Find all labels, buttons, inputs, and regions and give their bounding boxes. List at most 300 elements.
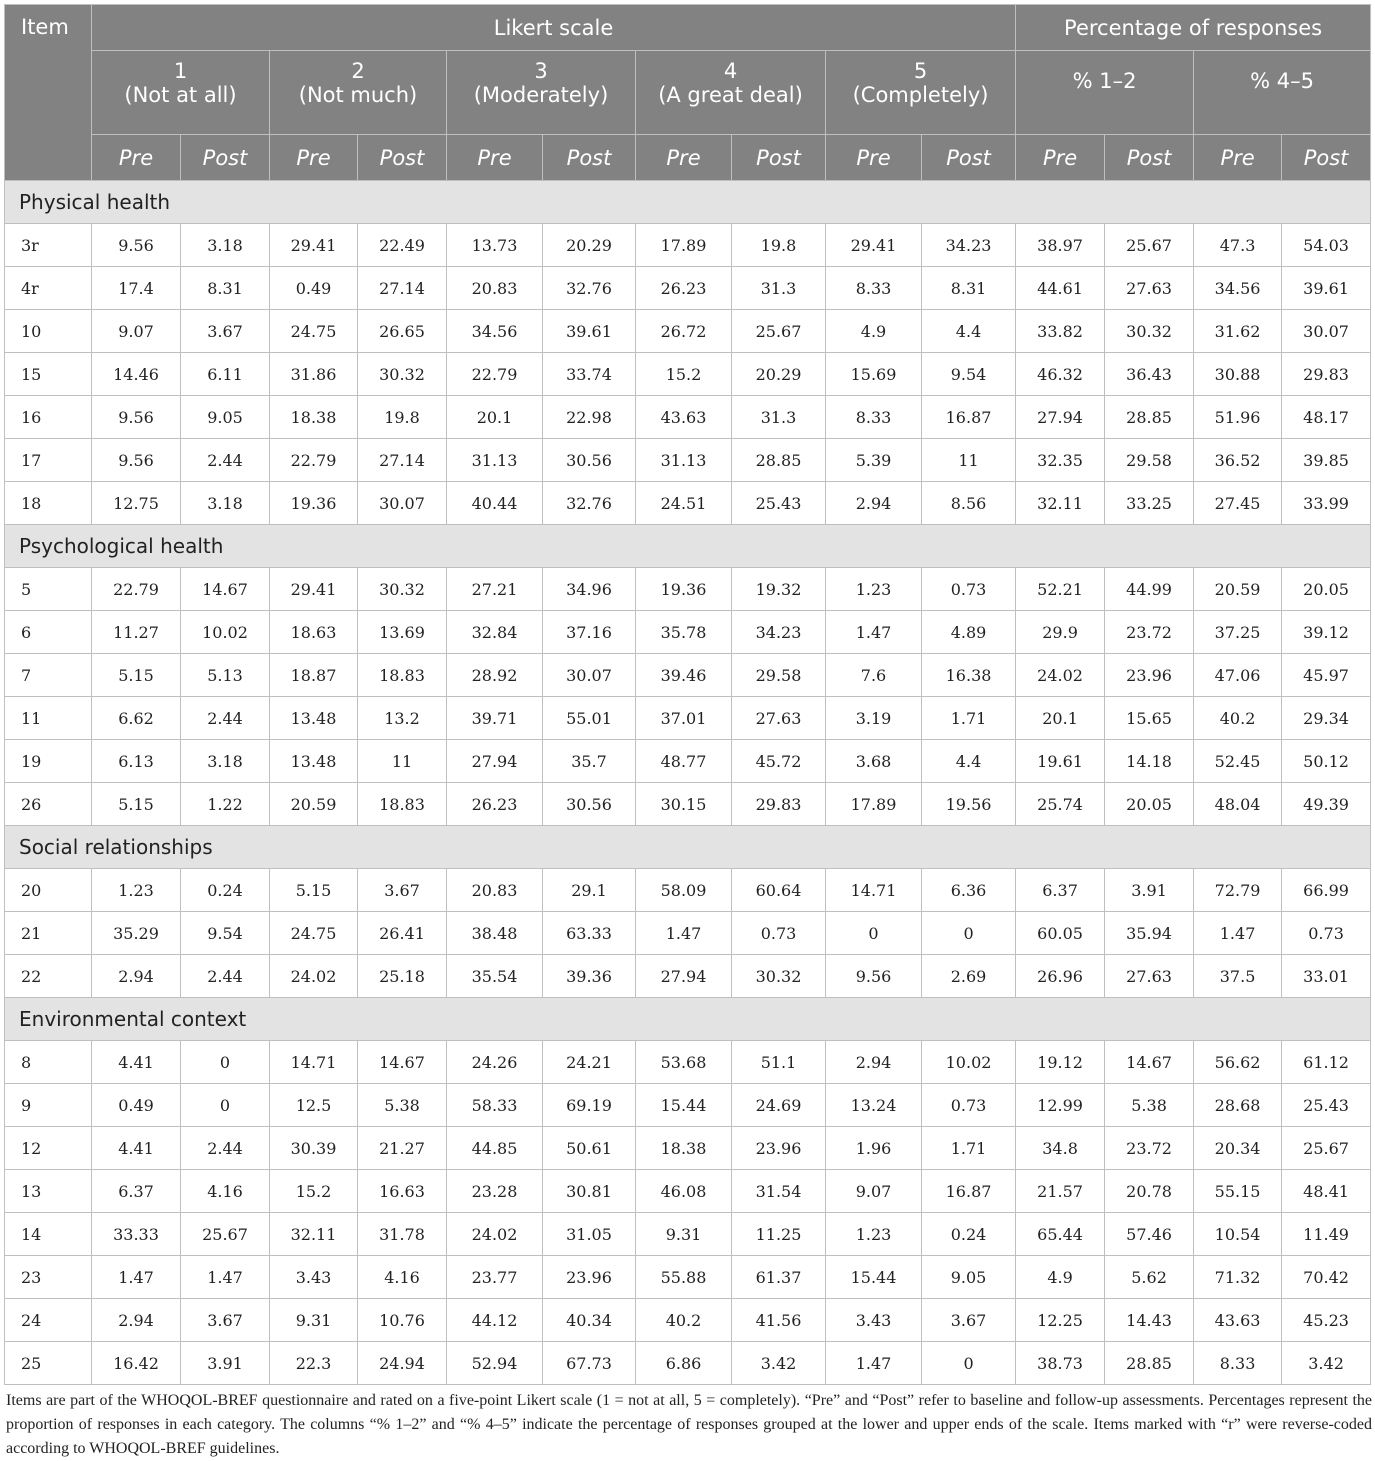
- value-cell: 14.67: [181, 568, 270, 611]
- section-title: Environmental context: [5, 998, 1371, 1041]
- value-cell: 20.83: [447, 869, 543, 912]
- value-cell: 1.23: [92, 869, 181, 912]
- value-cell: 17.89: [636, 224, 732, 267]
- pct-low-header: % 1–2: [1016, 51, 1194, 135]
- value-cell: 29.41: [270, 224, 358, 267]
- value-cell: 3.68: [826, 740, 922, 783]
- value-cell: 26.65: [358, 310, 447, 353]
- value-cell: 49.39: [1282, 783, 1371, 826]
- table-row: [5, 1342, 1371, 1385]
- value-cell: 3.42: [732, 1342, 826, 1385]
- value-cell: 27.63: [732, 697, 826, 740]
- scale-3-header: [447, 51, 636, 135]
- value-cell: 30.32: [358, 568, 447, 611]
- value-cell: 1.23: [826, 1213, 922, 1256]
- value-cell: 57.46: [1105, 1213, 1194, 1256]
- value-cell: 16.87: [922, 1170, 1016, 1213]
- item-cell: 15: [5, 353, 92, 396]
- value-cell: 35.78: [636, 611, 732, 654]
- item-cell: 10: [5, 310, 92, 353]
- value-cell: 16.42: [92, 1342, 181, 1385]
- post-column-header: Post: [1282, 135, 1371, 181]
- value-cell: 8.56: [922, 482, 1016, 525]
- value-cell: 0: [181, 1041, 270, 1084]
- value-cell: 9.31: [270, 1299, 358, 1342]
- scale-5-header: [826, 51, 1016, 135]
- value-cell: 1.47: [181, 1256, 270, 1299]
- value-cell: 24.51: [636, 482, 732, 525]
- value-cell: 5.39: [826, 439, 922, 482]
- value-cell: 30.07: [358, 482, 447, 525]
- value-cell: 0.73: [922, 1084, 1016, 1127]
- value-cell: 5.38: [358, 1084, 447, 1127]
- value-cell: 8.33: [826, 267, 922, 310]
- table-row: [5, 1170, 1371, 1213]
- value-cell: 25.18: [358, 955, 447, 998]
- value-cell: 19.36: [270, 482, 358, 525]
- value-cell: 30.56: [543, 439, 636, 482]
- value-cell: 23.96: [732, 1127, 826, 1170]
- value-cell: 30.07: [1282, 310, 1371, 353]
- value-cell: 9.31: [636, 1213, 732, 1256]
- pct-high-header: % 4–5: [1194, 51, 1371, 135]
- value-cell: 11: [358, 740, 447, 783]
- scale-1-label: (Not at all): [124, 83, 237, 107]
- value-cell: 23.96: [1105, 654, 1194, 697]
- section-title: Social relationships: [5, 826, 1371, 869]
- item-cell: 13: [5, 1170, 92, 1213]
- value-cell: 6.37: [1016, 869, 1105, 912]
- value-cell: 56.62: [1194, 1041, 1282, 1084]
- value-cell: 25.67: [181, 1213, 270, 1256]
- value-cell: 30.32: [1105, 310, 1194, 353]
- value-cell: 15.69: [826, 353, 922, 396]
- table-row: [5, 267, 1371, 310]
- value-cell: 0: [922, 912, 1016, 955]
- table-body: [5, 181, 1371, 1385]
- value-cell: 8.31: [922, 267, 1016, 310]
- value-cell: 27.94: [447, 740, 543, 783]
- value-cell: 48.41: [1282, 1170, 1371, 1213]
- value-cell: 33.25: [1105, 482, 1194, 525]
- value-cell: 67.73: [543, 1342, 636, 1385]
- value-cell: 26.96: [1016, 955, 1105, 998]
- value-cell: 24.02: [270, 955, 358, 998]
- value-cell: 9.07: [826, 1170, 922, 1213]
- value-cell: 19.12: [1016, 1041, 1105, 1084]
- value-cell: 19.32: [732, 568, 826, 611]
- value-cell: 2.44: [181, 955, 270, 998]
- value-cell: 1.23: [826, 568, 922, 611]
- value-cell: 1.47: [92, 1256, 181, 1299]
- value-cell: 2.94: [826, 1041, 922, 1084]
- value-cell: 17.89: [826, 783, 922, 826]
- value-cell: 0.73: [922, 568, 1016, 611]
- item-cell: 16: [5, 396, 92, 439]
- value-cell: 4.16: [181, 1170, 270, 1213]
- table-row: [5, 310, 1371, 353]
- section-row: [5, 525, 1371, 568]
- value-cell: 2.44: [181, 1127, 270, 1170]
- pre-column-header: Pre: [1194, 135, 1282, 181]
- value-cell: 27.94: [636, 955, 732, 998]
- value-cell: 20.34: [1194, 1127, 1282, 1170]
- value-cell: 52.45: [1194, 740, 1282, 783]
- value-cell: 4.9: [1016, 1256, 1105, 1299]
- scale-5-number: 5: [913, 59, 928, 83]
- item-cell: 7: [5, 654, 92, 697]
- value-cell: 40.44: [447, 482, 543, 525]
- value-cell: 33.33: [92, 1213, 181, 1256]
- value-cell: 1.71: [922, 1127, 1016, 1170]
- value-cell: 26.23: [447, 783, 543, 826]
- scale-4-label: (A great deal): [658, 83, 803, 107]
- table-row: [5, 611, 1371, 654]
- table-row: [5, 396, 1371, 439]
- value-cell: 47.06: [1194, 654, 1282, 697]
- value-cell: 11.25: [732, 1213, 826, 1256]
- value-cell: 27.63: [1105, 267, 1194, 310]
- value-cell: 39.46: [636, 654, 732, 697]
- value-cell: 71.32: [1194, 1256, 1282, 1299]
- value-cell: 34.23: [922, 224, 1016, 267]
- pre-column-header: Pre: [92, 135, 181, 181]
- value-cell: 1.47: [826, 611, 922, 654]
- value-cell: 40.34: [543, 1299, 636, 1342]
- value-cell: 31.62: [1194, 310, 1282, 353]
- item-cell: 23: [5, 1256, 92, 1299]
- value-cell: 5.13: [181, 654, 270, 697]
- value-cell: 0: [181, 1084, 270, 1127]
- pre-post-header-row: [5, 135, 1371, 181]
- value-cell: 15.65: [1105, 697, 1194, 740]
- scale-3-label: (Moderately): [473, 83, 609, 107]
- value-cell: 3.18: [181, 224, 270, 267]
- value-cell: 60.64: [732, 869, 826, 912]
- value-cell: 37.01: [636, 697, 732, 740]
- item-cell: 12: [5, 1127, 92, 1170]
- value-cell: 29.83: [732, 783, 826, 826]
- table-footnote: Items are part of the WHOQOL-BREF questionnaire and rated on a five-point Likert scale (1 = not at all, 5 = completely). “Pre” and “Post” refer to baseline and follow-up assessments. Percentages represent the proportion of responses in each category. The columns “% 1–2” and “% 4–5” indicate the percentage of responses grouped at the lower and upper ends of the scale. Items marked with “r” were reverse-coded according to WHOQOL-BREF guidelines.: [6, 1392, 1372, 1457]
- value-cell: 58.33: [447, 1084, 543, 1127]
- pre-column-header: Pre: [447, 135, 543, 181]
- value-cell: 32.76: [543, 267, 636, 310]
- item-cell: 6: [5, 611, 92, 654]
- item-cell: 17: [5, 439, 92, 482]
- value-cell: 3.67: [922, 1299, 1016, 1342]
- value-cell: 33.74: [543, 353, 636, 396]
- value-cell: 1.47: [636, 912, 732, 955]
- value-cell: 1.47: [1194, 912, 1282, 955]
- value-cell: 3.19: [826, 697, 922, 740]
- value-cell: 34.8: [1016, 1127, 1105, 1170]
- value-cell: 25.74: [1016, 783, 1105, 826]
- value-cell: 31.3: [732, 267, 826, 310]
- value-cell: 14.71: [270, 1041, 358, 1084]
- value-cell: 2.69: [922, 955, 1016, 998]
- value-cell: 48.77: [636, 740, 732, 783]
- value-cell: 15.2: [636, 353, 732, 396]
- value-cell: 0.49: [270, 267, 358, 310]
- value-cell: 4.16: [358, 1256, 447, 1299]
- value-cell: 32.76: [543, 482, 636, 525]
- value-cell: 9.07: [92, 310, 181, 353]
- value-cell: 20.1: [1016, 697, 1105, 740]
- item-cell: 5: [5, 568, 92, 611]
- value-cell: 24.75: [270, 912, 358, 955]
- value-cell: 31.3: [732, 396, 826, 439]
- table-row: [5, 1213, 1371, 1256]
- value-cell: 6.11: [181, 353, 270, 396]
- scale-2-header: [270, 51, 447, 135]
- scale-2-number: 2: [351, 59, 365, 83]
- table-row: [5, 224, 1371, 267]
- post-column-header: Post: [732, 135, 826, 181]
- item-cell: 21: [5, 912, 92, 955]
- value-cell: 29.41: [270, 568, 358, 611]
- value-cell: 58.09: [636, 869, 732, 912]
- value-cell: 37.25: [1194, 611, 1282, 654]
- value-cell: 27.21: [447, 568, 543, 611]
- value-cell: 31.54: [732, 1170, 826, 1213]
- value-cell: 29.58: [1105, 439, 1194, 482]
- value-cell: 18.83: [358, 783, 447, 826]
- table-row: [5, 697, 1371, 740]
- percentage-header: Percentage of responses: [1016, 5, 1371, 51]
- value-cell: 19.36: [636, 568, 732, 611]
- value-cell: 2.94: [92, 1299, 181, 1342]
- value-cell: 0.73: [1282, 912, 1371, 955]
- value-cell: 4.89: [922, 611, 1016, 654]
- value-cell: 11.27: [92, 611, 181, 654]
- value-cell: 25.67: [1105, 224, 1194, 267]
- value-cell: 6.62: [92, 697, 181, 740]
- value-cell: 26.23: [636, 267, 732, 310]
- value-cell: 19.8: [732, 224, 826, 267]
- value-cell: 14.18: [1105, 740, 1194, 783]
- table-row: [5, 439, 1371, 482]
- value-cell: 18.63: [270, 611, 358, 654]
- value-cell: 0: [922, 1342, 1016, 1385]
- likert-scale-header: Likert scale: [92, 5, 1016, 51]
- value-cell: 33.82: [1016, 310, 1105, 353]
- value-cell: 14.46: [92, 353, 181, 396]
- value-cell: 25.43: [732, 482, 826, 525]
- value-cell: 3.18: [181, 482, 270, 525]
- table-row: [5, 1041, 1371, 1084]
- table-row: [5, 869, 1371, 912]
- table-row: [5, 568, 1371, 611]
- value-cell: 31.05: [543, 1213, 636, 1256]
- value-cell: 44.12: [447, 1299, 543, 1342]
- value-cell: 9.54: [922, 353, 1016, 396]
- value-cell: 9.54: [181, 912, 270, 955]
- value-cell: 34.23: [732, 611, 826, 654]
- value-cell: 9.56: [92, 439, 181, 482]
- value-cell: 29.83: [1282, 353, 1371, 396]
- table-row: [5, 1127, 1371, 1170]
- value-cell: 12.25: [1016, 1299, 1105, 1342]
- value-cell: 12.75: [92, 482, 181, 525]
- value-cell: 41.56: [732, 1299, 826, 1342]
- item-cell: 26: [5, 783, 92, 826]
- value-cell: 3.67: [181, 310, 270, 353]
- value-cell: 39.85: [1282, 439, 1371, 482]
- value-cell: 29.41: [826, 224, 922, 267]
- value-cell: 1.96: [826, 1127, 922, 1170]
- value-cell: 35.94: [1105, 912, 1194, 955]
- value-cell: 43.63: [636, 396, 732, 439]
- value-cell: 3.43: [270, 1256, 358, 1299]
- value-cell: 55.01: [543, 697, 636, 740]
- value-cell: 3.91: [1105, 869, 1194, 912]
- item-cell: 22: [5, 955, 92, 998]
- value-cell: 23.96: [543, 1256, 636, 1299]
- value-cell: 29.34: [1282, 697, 1371, 740]
- value-cell: 16.63: [358, 1170, 447, 1213]
- value-cell: 39.12: [1282, 611, 1371, 654]
- item-cell: 4r: [5, 267, 92, 310]
- value-cell: 31.78: [358, 1213, 447, 1256]
- value-cell: 22.79: [92, 568, 181, 611]
- value-cell: 0: [826, 912, 922, 955]
- value-cell: 53.68: [636, 1041, 732, 1084]
- value-cell: 30.07: [543, 654, 636, 697]
- value-cell: 10.02: [922, 1041, 1016, 1084]
- value-cell: 5.38: [1105, 1084, 1194, 1127]
- value-cell: 11: [922, 439, 1016, 482]
- value-cell: 23.77: [447, 1256, 543, 1299]
- post-column-header: Post: [1105, 135, 1194, 181]
- value-cell: 28.85: [1105, 396, 1194, 439]
- value-cell: 26.41: [358, 912, 447, 955]
- item-cell: 8: [5, 1041, 92, 1084]
- table-row: [5, 1299, 1371, 1342]
- value-cell: 10.02: [181, 611, 270, 654]
- scale-4-number: 4: [723, 59, 738, 83]
- value-cell: 1.47: [826, 1342, 922, 1385]
- value-cell: 22.79: [447, 353, 543, 396]
- value-cell: 46.08: [636, 1170, 732, 1213]
- value-cell: 30.88: [1194, 353, 1282, 396]
- value-cell: 2.44: [181, 439, 270, 482]
- value-cell: 29.1: [543, 869, 636, 912]
- value-cell: 20.05: [1105, 783, 1194, 826]
- value-cell: 47.3: [1194, 224, 1282, 267]
- value-cell: 27.45: [1194, 482, 1282, 525]
- value-cell: 65.44: [1016, 1213, 1105, 1256]
- item-cell: 25: [5, 1342, 92, 1385]
- value-cell: 26.72: [636, 310, 732, 353]
- value-cell: 3.18: [181, 740, 270, 783]
- value-cell: 22.79: [270, 439, 358, 482]
- value-cell: 36.52: [1194, 439, 1282, 482]
- item-cell: 24: [5, 1299, 92, 1342]
- pre-column-header: Pre: [826, 135, 922, 181]
- value-cell: 15.2: [270, 1170, 358, 1213]
- scale-2-label: (Not much): [298, 83, 418, 107]
- table-row: [5, 654, 1371, 697]
- value-cell: 22.3: [270, 1342, 358, 1385]
- value-cell: 1.22: [181, 783, 270, 826]
- item-cell: 14: [5, 1213, 92, 1256]
- value-cell: 7.6: [826, 654, 922, 697]
- value-cell: 3.67: [358, 869, 447, 912]
- value-cell: 3.67: [181, 1299, 270, 1342]
- table-row: [5, 783, 1371, 826]
- item-cell: 3r: [5, 224, 92, 267]
- value-cell: 4.41: [92, 1127, 181, 1170]
- scale-1-header: [92, 51, 270, 135]
- value-cell: 66.99: [1282, 869, 1371, 912]
- value-cell: 31.13: [447, 439, 543, 482]
- value-cell: 33.99: [1282, 482, 1371, 525]
- value-cell: 18.38: [636, 1127, 732, 1170]
- item-cell: 11: [5, 697, 92, 740]
- value-cell: 20.78: [1105, 1170, 1194, 1213]
- value-cell: 9.05: [181, 396, 270, 439]
- value-cell: 14.67: [358, 1041, 447, 1084]
- value-cell: 8.31: [181, 267, 270, 310]
- value-cell: 13.69: [358, 611, 447, 654]
- value-cell: 25.67: [732, 310, 826, 353]
- value-cell: 17.4: [92, 267, 181, 310]
- value-cell: 4.4: [922, 310, 1016, 353]
- post-column-header: Post: [543, 135, 636, 181]
- value-cell: 11.49: [1282, 1213, 1371, 1256]
- value-cell: 8.33: [826, 396, 922, 439]
- value-cell: 32.11: [1016, 482, 1105, 525]
- scale-4-header: [636, 51, 826, 135]
- value-cell: 14.71: [826, 869, 922, 912]
- table-header: [5, 5, 1371, 181]
- value-cell: 5.15: [270, 869, 358, 912]
- value-cell: 13.48: [270, 740, 358, 783]
- value-cell: 19.8: [358, 396, 447, 439]
- value-cell: 29.9: [1016, 611, 1105, 654]
- item-cell: 9: [5, 1084, 92, 1127]
- value-cell: 27.14: [358, 267, 447, 310]
- value-cell: 44.99: [1105, 568, 1194, 611]
- value-cell: 20.1: [447, 396, 543, 439]
- value-cell: 10.54: [1194, 1213, 1282, 1256]
- value-cell: 18.38: [270, 396, 358, 439]
- likert-table: [4, 4, 1371, 1385]
- value-cell: 9.56: [826, 955, 922, 998]
- scale-3-number: 3: [534, 59, 548, 83]
- value-cell: 5.15: [92, 783, 181, 826]
- value-cell: 24.21: [543, 1041, 636, 1084]
- pre-column-header: Pre: [270, 135, 358, 181]
- value-cell: 21.27: [358, 1127, 447, 1170]
- section-row: [5, 826, 1371, 869]
- value-cell: 22.49: [358, 224, 447, 267]
- value-cell: 14.67: [1105, 1041, 1194, 1084]
- value-cell: 25.43: [1282, 1084, 1371, 1127]
- value-cell: 24.02: [447, 1213, 543, 1256]
- scale-5-label: (Completely): [852, 83, 989, 107]
- value-cell: 20.05: [1282, 568, 1371, 611]
- value-cell: 37.16: [543, 611, 636, 654]
- value-cell: 36.43: [1105, 353, 1194, 396]
- value-cell: 48.04: [1194, 783, 1282, 826]
- value-cell: 25.67: [1282, 1127, 1371, 1170]
- value-cell: 39.36: [543, 955, 636, 998]
- value-cell: 0.73: [732, 912, 826, 955]
- table-row: [5, 482, 1371, 525]
- value-cell: 38.48: [447, 912, 543, 955]
- value-cell: 34.56: [1194, 267, 1282, 310]
